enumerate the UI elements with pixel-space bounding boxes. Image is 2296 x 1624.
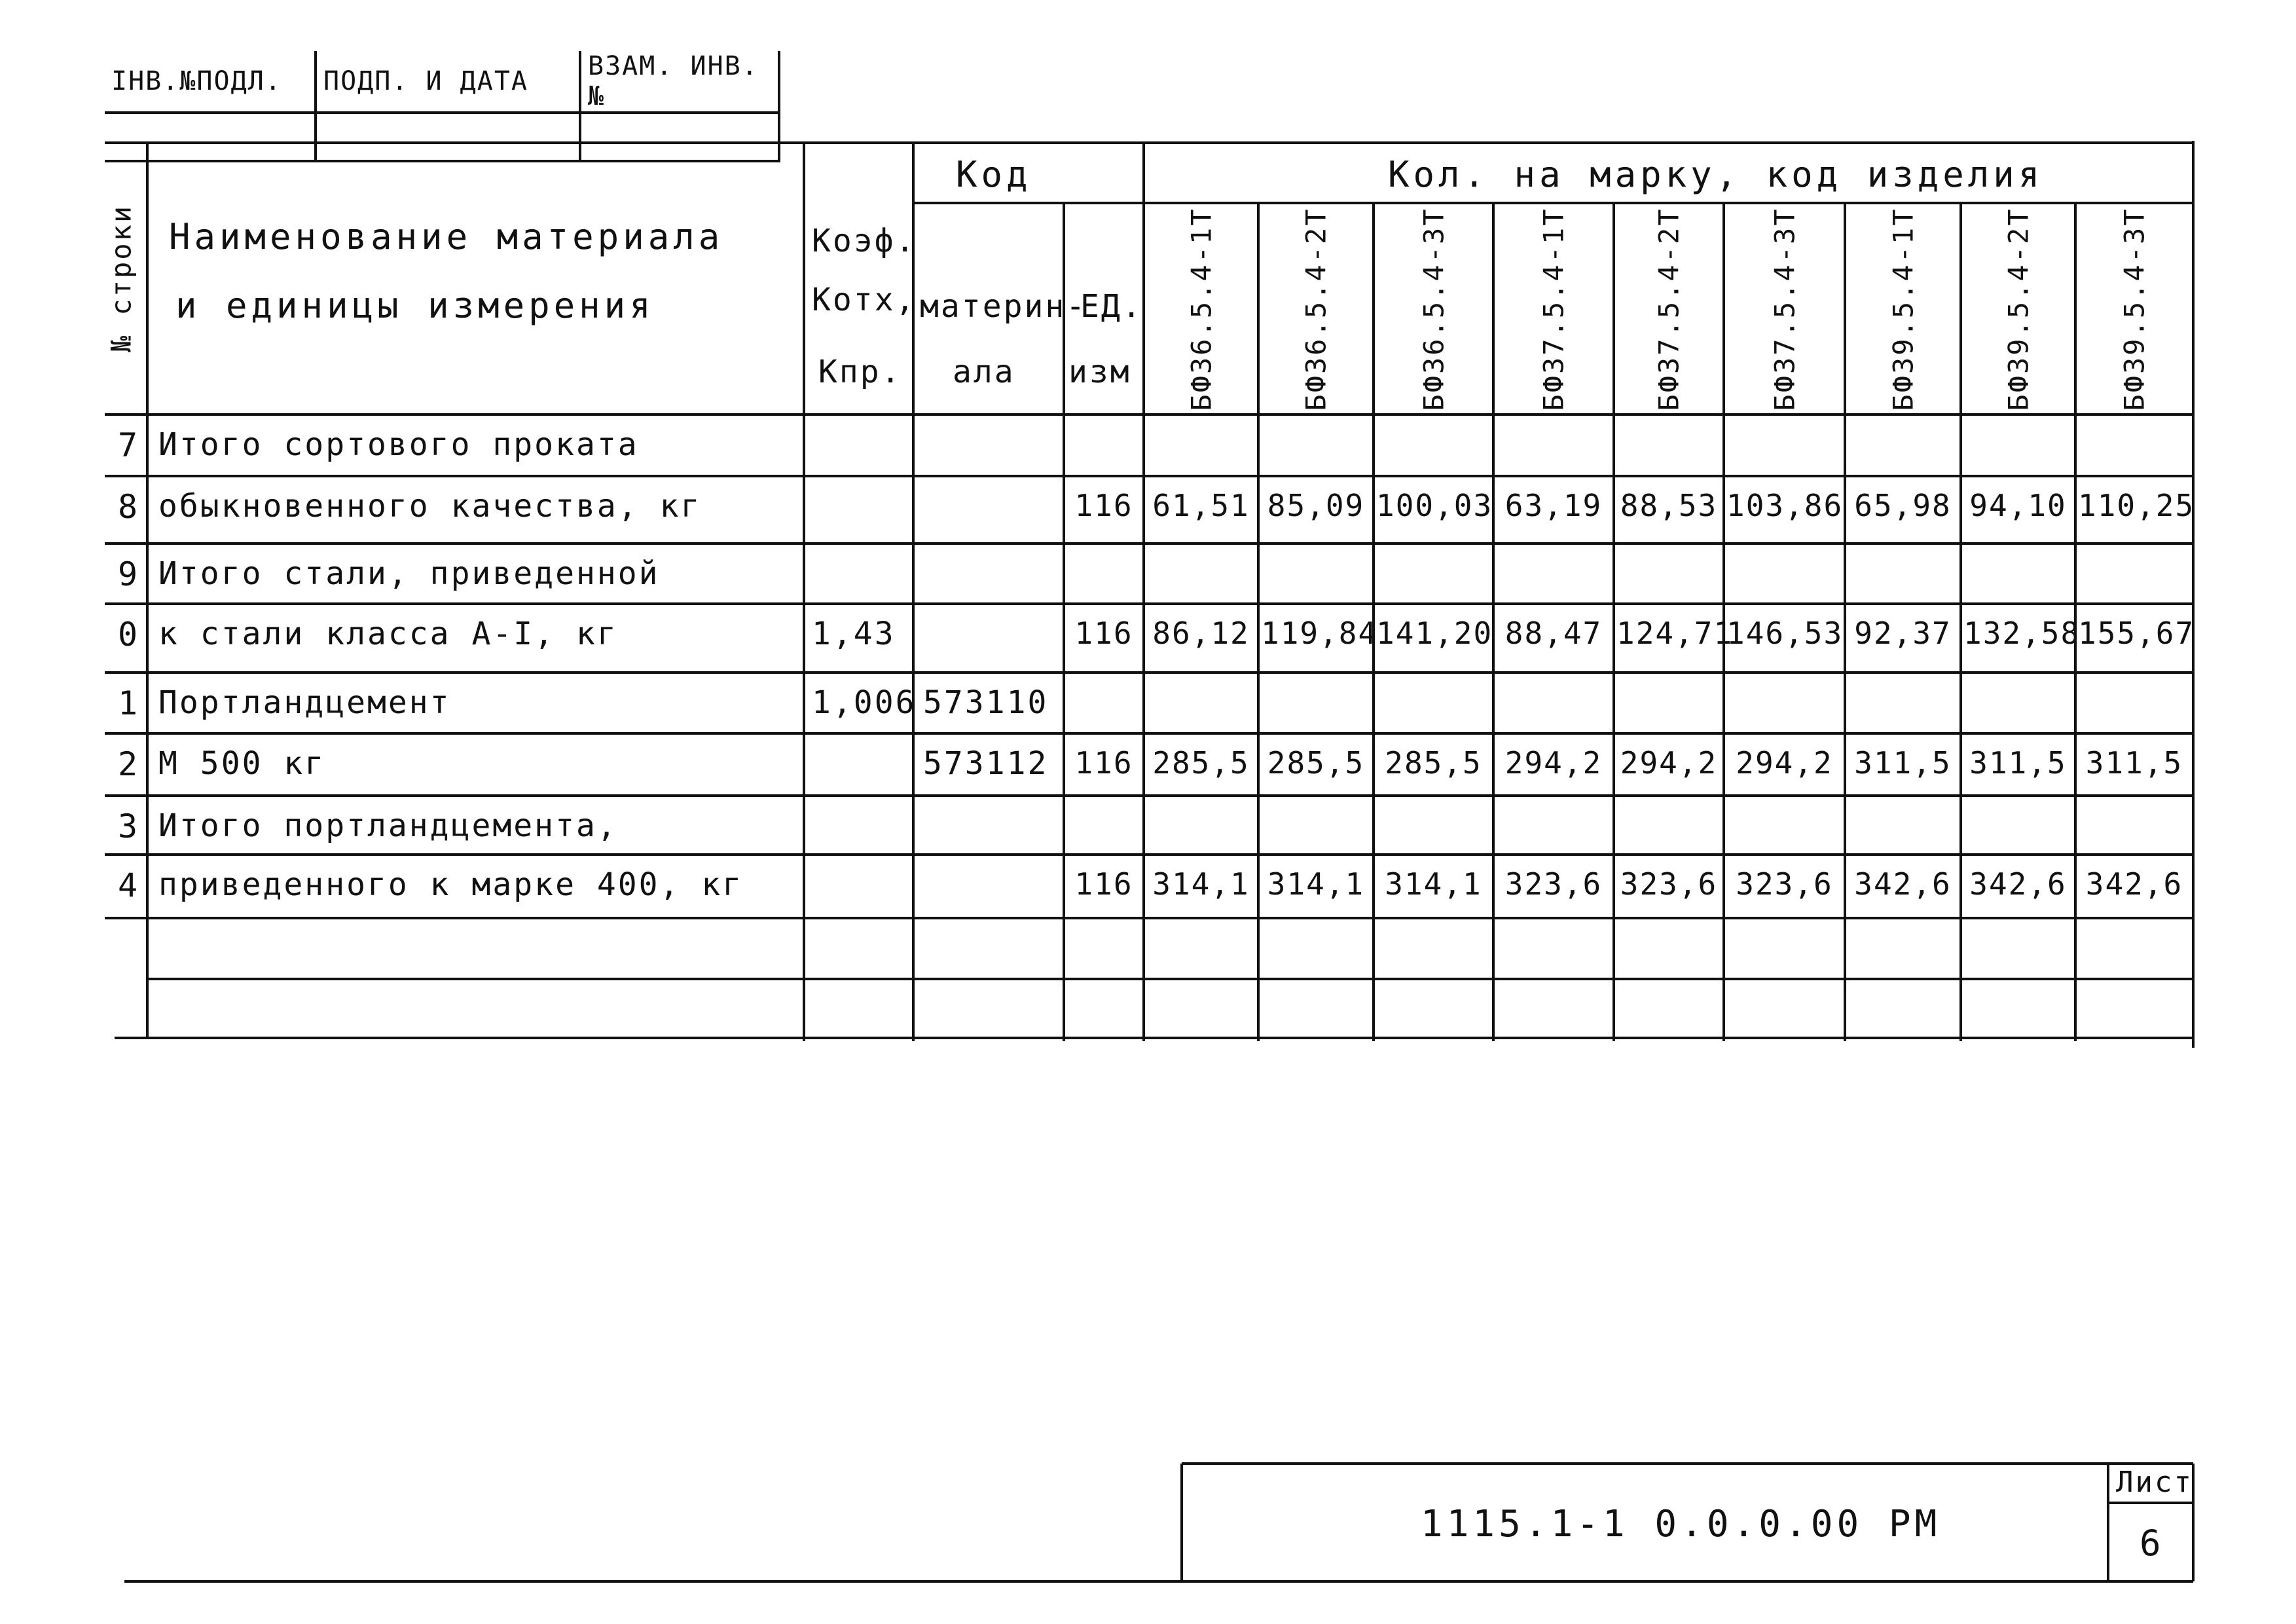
- row-value: 294,2: [1504, 745, 1603, 781]
- stamp-sign-date: ПОДП. И ДАТА: [316, 51, 580, 113]
- header-code-unit-1: ЕД.: [1080, 288, 1143, 325]
- row-number: 2: [117, 745, 138, 783]
- row-value: 146,53: [1726, 616, 1844, 651]
- row-value: 92,37: [1854, 616, 1952, 651]
- row-material-code: 573110: [923, 684, 1049, 721]
- row-value: 311,5: [2085, 745, 2183, 781]
- row-name: Итого сортового проката: [158, 426, 639, 463]
- row-number: 7: [117, 426, 138, 464]
- row-name: М 500 кг: [158, 745, 326, 782]
- mark-header: БФ39.5.4-2Т: [2002, 207, 2034, 411]
- row-value: 285,5: [1152, 745, 1250, 781]
- row-value: 311,5: [1854, 745, 1952, 781]
- row-value: 285,5: [1267, 745, 1365, 781]
- row-value: 311,5: [1969, 745, 2067, 781]
- row-name: приведенного к марке 400, кг: [158, 866, 744, 903]
- row-name: Итого портландцемента,: [158, 807, 618, 844]
- row-value: 314,1: [1152, 866, 1250, 902]
- row-value: 141,20: [1376, 616, 1493, 651]
- header-row-number: № строки: [105, 204, 137, 353]
- row-value: 63,19: [1504, 488, 1603, 523]
- row-value: 88,47: [1504, 616, 1603, 651]
- header-quantity: Кол. на марку, код изделия: [1388, 154, 2044, 195]
- row-name: Итого стали, приведенной: [158, 555, 660, 592]
- row-value: 124,71: [1616, 616, 1734, 651]
- row-number: 9: [117, 555, 138, 593]
- mark-header: БФ37.5.4-2Т: [1652, 207, 1685, 411]
- row-value: 110,25: [2078, 488, 2195, 523]
- row-number: 0: [117, 616, 138, 654]
- header-code-unit-2: изм: [1068, 354, 1131, 390]
- row-value: 342,6: [2085, 866, 2183, 902]
- row-value: 323,6: [1620, 866, 1718, 902]
- row-value: 294,2: [1620, 745, 1718, 781]
- row-value: 155,67: [2078, 616, 2195, 651]
- row-value: 65,98: [1854, 488, 1952, 523]
- row-material-code: 573112: [923, 745, 1049, 782]
- row-unit-code: 116: [1074, 866, 1133, 902]
- row-value: 323,6: [1736, 866, 1833, 902]
- row-value: 100,03: [1376, 488, 1493, 523]
- row-value: 94,10: [1969, 488, 2067, 523]
- document-code: 1115.1-1 0.0.0.00 РМ: [1421, 1503, 1941, 1545]
- stamp-inv-no: ІНВ.№ПОДЛ.: [105, 51, 316, 113]
- mark-header: БФ37.5.4-3Т: [1768, 207, 1800, 411]
- mark-header: БФ36.5.4-1Т: [1185, 207, 1217, 411]
- row-value: 88,53: [1620, 488, 1718, 523]
- header-coef-line3: Кпр.: [818, 354, 902, 390]
- row-number: 8: [117, 488, 138, 526]
- row-value: 132,58: [1963, 616, 2081, 651]
- stamp-replace-inv: ВЗАМ. ИНВ.№: [580, 51, 779, 113]
- row-number: 3: [117, 807, 138, 845]
- header-coef-line1: Коэф.: [812, 223, 917, 259]
- row-coef: 1,43: [812, 616, 896, 652]
- header-name-line1: Наименование материала: [169, 216, 724, 257]
- row-value: 314,1: [1267, 866, 1365, 902]
- row-value: 342,6: [1854, 866, 1952, 902]
- row-value: 119,84: [1261, 616, 1378, 651]
- row-unit-code: 116: [1074, 616, 1133, 651]
- row-value: 314,1: [1385, 866, 1482, 902]
- sheet-number: 6: [2140, 1522, 2163, 1564]
- mark-header: БФ39.5.4-1Т: [1887, 207, 1919, 411]
- row-coef: 1,006: [812, 684, 917, 721]
- row-value: 103,86: [1726, 488, 1844, 523]
- row-name: к стали класса А-I, кг: [158, 616, 618, 652]
- header-code: Код: [956, 154, 1032, 195]
- row-number: 1: [117, 684, 138, 722]
- row-name: обыкновенного качества, кг: [158, 488, 702, 525]
- header-name-line2: и единицы измерения: [175, 285, 655, 326]
- mark-header: БФ36.5.4-2Т: [1300, 207, 1332, 411]
- header-coef-line2: Котх,: [812, 282, 917, 318]
- row-value: 86,12: [1152, 616, 1250, 651]
- row-unit-code: 116: [1074, 488, 1133, 523]
- mark-header: БФ36.5.4-3Т: [1417, 207, 1449, 411]
- row-value: 323,6: [1504, 866, 1603, 902]
- row-number: 4: [117, 866, 138, 904]
- header-code-material-1: материн-: [920, 288, 1087, 325]
- row-unit-code: 116: [1074, 745, 1133, 781]
- mark-header: БФ37.5.4-1Т: [1537, 207, 1570, 411]
- row-value: 61,51: [1152, 488, 1250, 523]
- row-name: Портландцемент: [158, 684, 451, 721]
- row-value: 85,09: [1267, 488, 1365, 523]
- mark-header: БФ39.5.4-3Т: [2118, 207, 2151, 411]
- row-value: 285,5: [1385, 745, 1482, 781]
- header-code-material-2: ала: [953, 354, 1015, 390]
- row-value: 294,2: [1736, 745, 1833, 781]
- row-value: 342,6: [1969, 866, 2067, 902]
- sheet-label: Лист: [2116, 1466, 2193, 1499]
